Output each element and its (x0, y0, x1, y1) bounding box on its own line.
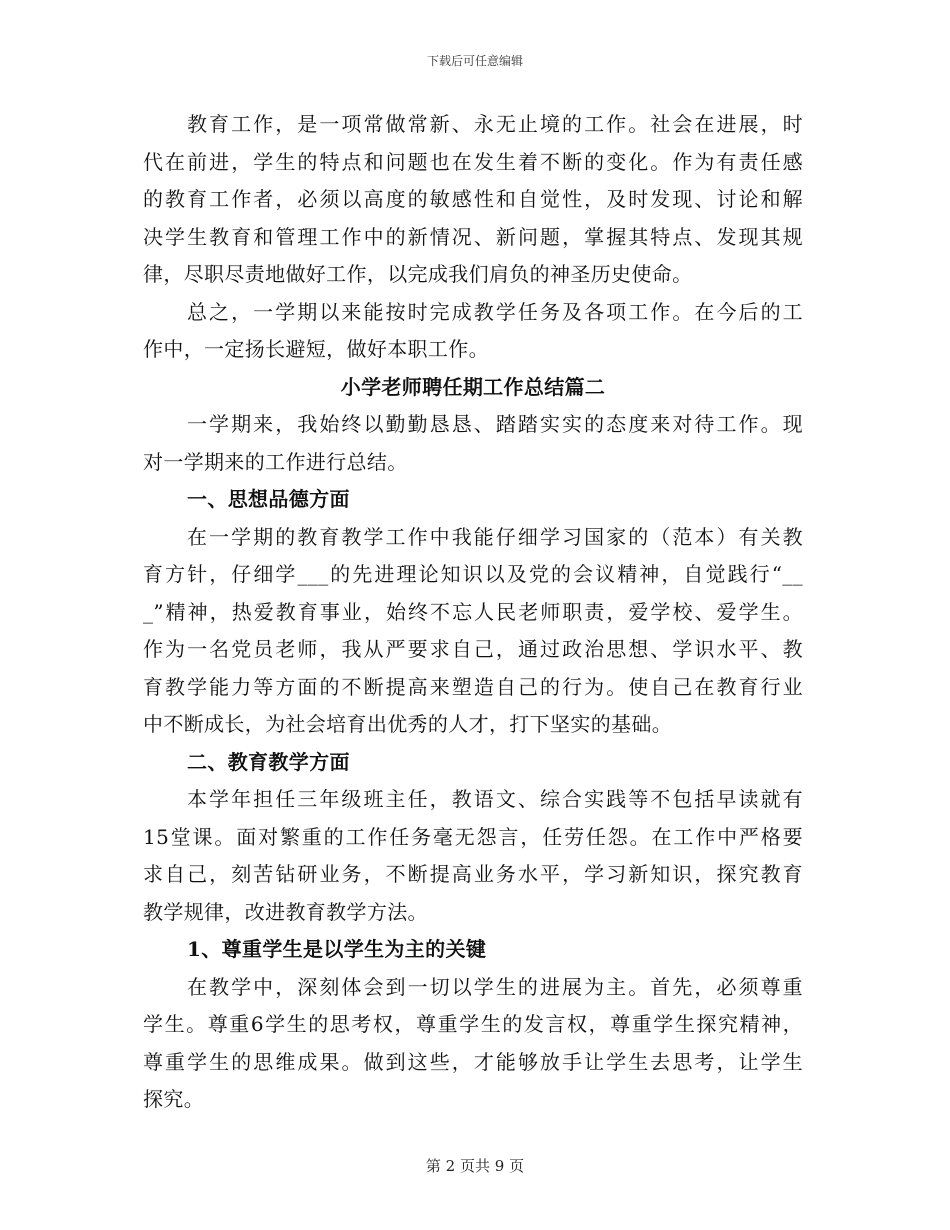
paragraph-line: 在一学期的教育教学工作中我能仔细学习国家的（范本）有关教 (187, 524, 803, 549)
paragraph-line: 在教学中，深刻体会到一切以学生的进展为主。首先，必须尊重 (187, 974, 803, 999)
paragraph-line: 育方针，仔细学___的先进理论知识以及党的会议精神，自觉践行“__ (143, 562, 803, 586)
paragraph-line: 的教育工作者，必须以高度的敏感性和自觉性，及时发现、讨论和解 (143, 187, 803, 211)
paragraph-line: 15堂课。面对繁重的工作任务毫无怨言，任劳任怨。在工作中严格要 (143, 824, 803, 849)
section-heading: 二、教育教学方面 (187, 749, 350, 774)
paragraph-line: 中不断成长，为社会培育出优秀的人才，打下坚实的基础。 (143, 712, 673, 736)
paragraph-line: 决学生教育和管理工作中的新情况、新问题，掌握其特点、发现其规 (143, 224, 803, 249)
paragraph-line: 律，尽职尽责地做好工作，以完成我们肩负的神圣历史使命。 (143, 262, 693, 286)
page-header: 下载后可任意编辑 (426, 54, 523, 68)
document-body (143, 106, 803, 1119)
paragraph-line: 求自己，刻苦钻研业务，不断提高业务水平，学习新知识，探究教育 (143, 862, 803, 886)
paragraph-line: 作为一名党员老师，我从严要求自己，通过政治思想、学识水平、教 (143, 637, 803, 661)
paragraph-line: 尊重学生的思维成果。做到这些，才能够放手让学生去思考，让学生 (143, 1049, 803, 1074)
page-footer: 第 2 页共 9 页 (425, 1157, 525, 1175)
paragraph-line: 学生。尊重6学生的思考权，尊重学生的发言权，尊重学生探究精神， (143, 1012, 803, 1036)
paragraph-line: 一学期来，我始终以勤勤恳恳、踏踏实实的态度来对待工作。现 (187, 412, 803, 436)
paragraph-line: _”精神，热爱教育事业，始终不忘人民老师职责，爱学校、爱学生。 (143, 599, 803, 624)
paragraph-line: 教学规律，改进教育教学方法。 (143, 899, 428, 924)
section-heading: 一、思想品德方面 (187, 487, 350, 511)
paragraph-line: 育教学能力等方面的不断提高来塑造自己的行为。使自己在教育行业 (143, 674, 803, 699)
section-heading: 1、尊重学生是以学生为主的关键 (187, 937, 487, 961)
paragraph-line: 作中，一定扬长避短，做好本职工作。 (143, 337, 489, 361)
paragraph-line: 教育工作，是一项常做常新、永无止境的工作。社会在进展，时 (187, 112, 803, 136)
paragraph-line: 对一学期来的工作进行总结。 (143, 449, 408, 474)
section-title: 小学老师聘任期工作总结篇二 (340, 374, 606, 399)
paragraph-line: 代在前进，学生的特点和问题也在发生着不断的变化。作为有责任感 (143, 149, 803, 174)
paragraph-line: 探究。 (143, 1087, 205, 1111)
paragraph-line: 本学年担任三年级班主任，教语文、综合实践等不包括早读就有 (187, 787, 803, 811)
paragraph-line: 总之，一学期以来能按时完成教学任务及各项工作。在今后的工 (187, 299, 803, 324)
